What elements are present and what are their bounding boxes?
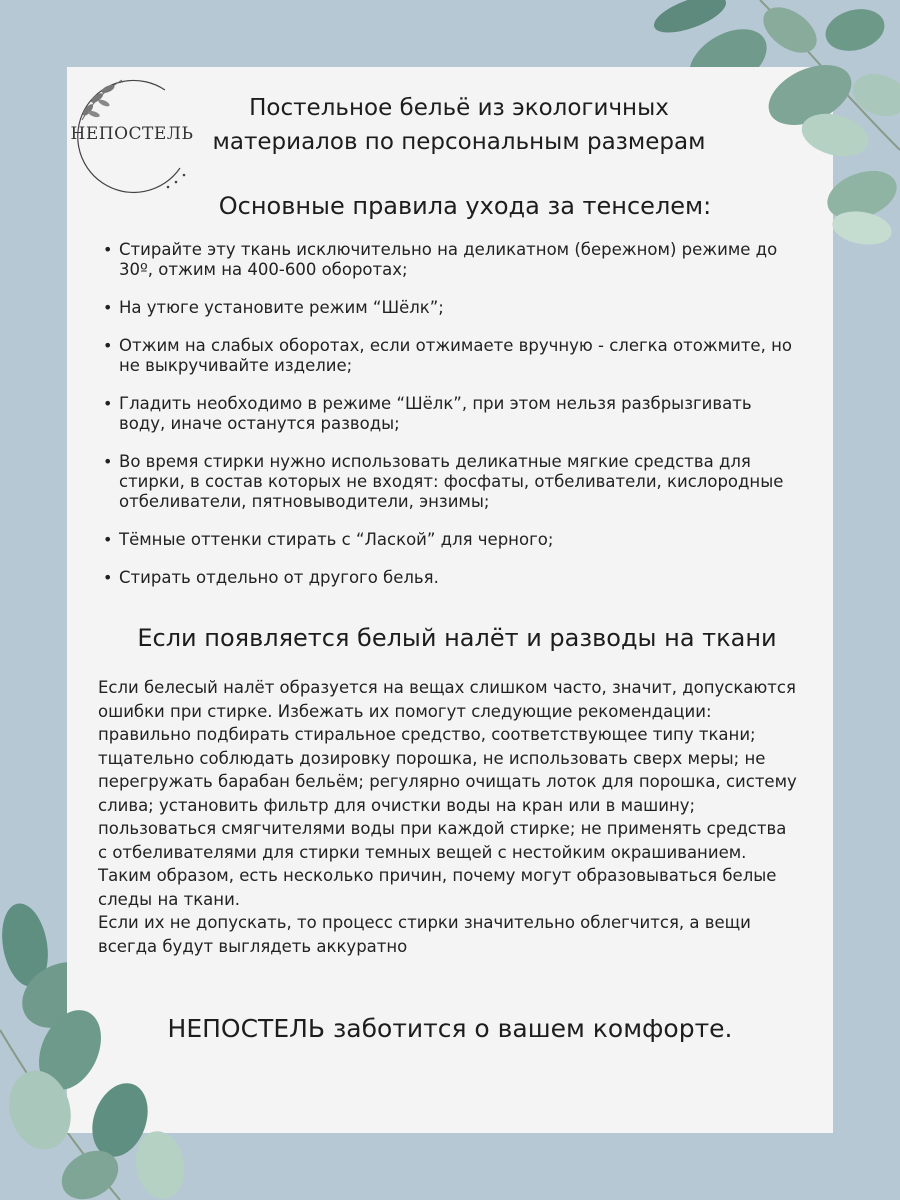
page-headline bbox=[197, 91, 721, 159]
paragraph-line: Если белесый налёт образуется на вещах слишком часто, значит, допускаются bbox=[98, 678, 796, 697]
bullet-icon: • bbox=[103, 336, 113, 355]
bullet-icon: • bbox=[103, 452, 113, 471]
white-residue-title: Если появляется белый налёт и разводы на ткани bbox=[137, 624, 777, 652]
brand-logo bbox=[70, 72, 194, 192]
care-rules-list bbox=[103, 240, 809, 606]
care-rules-title: Основные правила ухода за тенселем: bbox=[218, 192, 712, 220]
care-rule-item: • Тёмные оттенки стирать с “Лаской” для черного; bbox=[103, 530, 554, 549]
footer-tagline: НЕПОСТЕЛЬ заботится о вашем комфорте. bbox=[167, 1014, 733, 1043]
logo-text: НЕПОСТЕЛЬ bbox=[70, 124, 194, 144]
paragraph-line: Если их не допускать, то процесс стирки значительно облегчится, а вещи bbox=[98, 913, 751, 932]
bullet-icon: • bbox=[103, 568, 113, 587]
paragraph-line: тщательно соблюдать дозировку порошка, не использовать сверх меры; не bbox=[98, 748, 766, 768]
headline-line-1: Постельное бельё из экологичных bbox=[249, 95, 669, 121]
paragraph-line: следы на ткани. bbox=[98, 889, 241, 909]
bullet-icon: • bbox=[103, 240, 113, 259]
paragraph-line: с отбеливателями для стирки темных вещей с нестойким окрашиванием. bbox=[98, 842, 747, 862]
paragraph-line: Таким образом, есть несколько причин, почему могут образовываться белые bbox=[98, 866, 777, 885]
bullet-icon: • bbox=[103, 530, 113, 549]
paragraph-line: правильно подбирать стиральное средство, соответствующее типу ткани; bbox=[98, 725, 756, 744]
care-rule-item: • Отжим на слабых оборотах, если отжимаете вручную - слегка отожмите, но не выкручивайте изделие; bbox=[103, 336, 792, 375]
bullet-icon: • bbox=[103, 298, 113, 317]
care-rule-item: • Стирать отдельно от другого белья. bbox=[103, 568, 439, 587]
content-card bbox=[67, 67, 833, 1133]
care-rule-item: • Стирайте эту ткань исключительно на деликатном (бережном) режиме до 30º, отжим на 400-600 оборотах; bbox=[103, 240, 778, 279]
paragraph-line: всегда будут выглядеть аккуратно bbox=[98, 936, 408, 956]
bullet-icon: • bbox=[103, 394, 113, 413]
paragraph-line: перегружать барабан бельём; регулярно очищать лоток для порошка, систему bbox=[98, 772, 797, 791]
care-rule-item: • Гладить необходимо в режиме “Шёлк”, при этом нельзя разбрызгивать воду, иначе останутся разводы; bbox=[103, 394, 752, 433]
care-rule-item: • Во время стирки нужно использовать деликатные мягкие средства для стирки, в состав которых не входят: фосфаты, отбеливатели, кислородные отбеливатели, пятновыводители, энзимы; bbox=[103, 452, 784, 511]
white-residue-paragraph bbox=[98, 676, 828, 958]
headline-line-2: материалов по персональным размерам bbox=[212, 129, 706, 155]
paragraph-line: слива; установить фильтр для очистки воды на кран или в машину; bbox=[98, 795, 696, 815]
paragraph-line: пользоваться смягчителями воды при каждой стирке; не применять средства bbox=[98, 819, 787, 838]
paragraph-line: ошибки при стирке. Избежать их помогут следующие рекомендации: bbox=[98, 701, 712, 721]
care-rule-item: • На утюге установите режим “Шёлк”; bbox=[103, 298, 444, 317]
